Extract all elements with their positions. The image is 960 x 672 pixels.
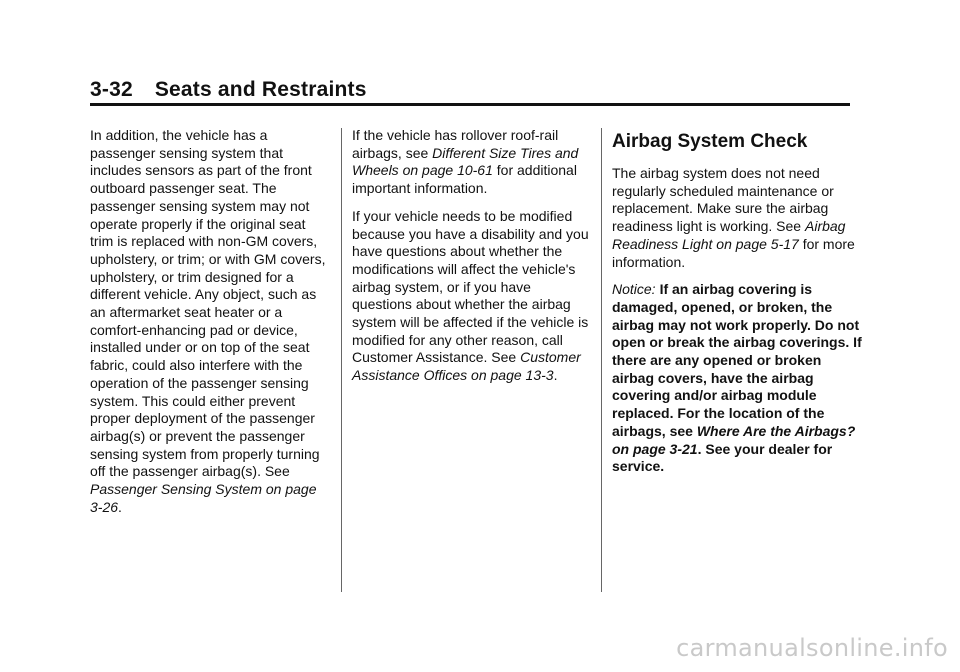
- body-text: for more information.: [612, 235, 855, 270]
- body-text: If your vehicle needs to be modified because you have a disability and you have questions about whether the modifications will affect the vehicle's airbag system, or if you have questions about whether the airbag system will be affected if the vehicle is modified for any other reason, call Customer Assistance. See: [352, 207, 589, 366]
- body-text: .: [553, 367, 558, 384]
- notice-label: Notice:: [612, 281, 656, 298]
- paragraph: [352, 127, 592, 198]
- paragraph: [352, 208, 592, 385]
- body-text: .: [118, 498, 122, 515]
- column-2: [352, 127, 592, 395]
- header-rule: [90, 103, 850, 106]
- column-divider-1: [341, 128, 342, 592]
- watermark: carmanualsonline.info: [676, 634, 948, 662]
- section-title: Seats and Restraints: [154, 78, 367, 101]
- page-header: [90, 78, 367, 102]
- cross-reference-link[interactable]: Customer Assistance Offices on page 13-3: [352, 349, 581, 384]
- page-number: 3-32: [90, 78, 133, 101]
- notice-text: . See your dealer for service.: [612, 440, 833, 475]
- column-3: [612, 127, 862, 486]
- notice-paragraph: [612, 281, 862, 476]
- cross-reference-link[interactable]: Passenger Sensing System on page 3-26: [90, 481, 317, 515]
- column-1: [90, 127, 328, 526]
- cross-reference-link[interactable]: Where Are the Airbags? on page 3-21: [612, 422, 856, 457]
- paragraph: [612, 165, 862, 271]
- paragraph: [90, 127, 328, 516]
- cross-reference-link[interactable]: Different Size Tires and Wheels on page 10-61: [352, 144, 579, 179]
- notice-text: If an airbag covering is damaged, opened, or broken, the airbag may not work properly. Do not open or break the airbag coverings. If there are any opened or broken airbag covers, have the airbag covering and/or airbag module replaced. For the location of the airbags, see: [612, 281, 862, 439]
- subsection-heading: Airbag System Check: [612, 131, 808, 152]
- body-text: for additional important information.: [352, 162, 577, 197]
- body-text: The airbag system does not need regularly scheduled maintenance or replacement. Make sure the airbag readiness light is working. See: [612, 165, 834, 235]
- column-divider-2: [601, 128, 602, 592]
- body-text: If the vehicle has rollover roof-rail airbags, see: [352, 127, 559, 161]
- cross-reference-link[interactable]: Airbag Readiness Light on page 5-17: [612, 218, 846, 252]
- body-text: In addition, the vehicle has a passenger sensing system that includes sensors as part of the front outboard passenger seat. The passenger sensing system may not operate properly if the original seat trim is replaced with non-GM covers, upholstery, or trim; or with GM covers, upholstery, or trim designed for a different vehicle. Any object, such as an aftermarket seat heater or a comfort-enhancing pad or device, installed under or on top of the seat fabric, could also interfere with the operation of the passenger sensing system. This could either prevent proper deployment of the passenger airbag(s) or prevent the passenger sensing system from properly turning off the passenger airbag(s). See: [90, 127, 326, 480]
